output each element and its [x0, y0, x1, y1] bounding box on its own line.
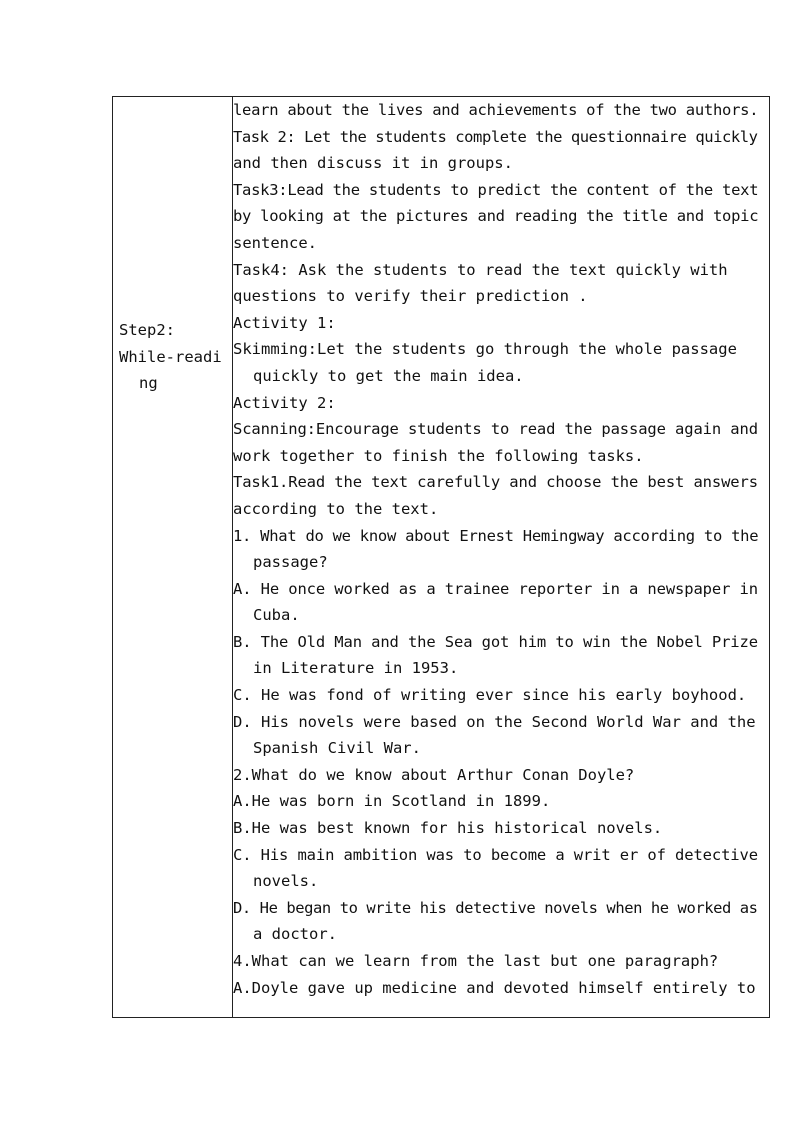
- text-line: Task1.Read the text carefully and choose the best answers: [233, 473, 758, 492]
- text-line: A. He once worked as a trainee reporter in a newspaper in: [233, 579, 758, 598]
- text-line: C. His main ambition was to become a writ er of detective: [233, 845, 758, 864]
- text-line: Task 2: Let the students complete the questionnaire quickly: [233, 127, 758, 146]
- text-line: Scanning:Encourage students to read the passage again and: [233, 420, 758, 439]
- text-line: A.Doyle gave up medicine and devoted himself entirely to: [233, 978, 756, 997]
- step-label-line: While-readi: [119, 347, 222, 366]
- text-line: by looking at the pictures and reading the title and topic: [233, 207, 759, 226]
- text-line: B. The Old Man and the Sea got him to win the Nobel Prize: [233, 632, 758, 651]
- text-line: quickly to get the main idea.: [253, 366, 524, 385]
- step-label-line: ng: [139, 374, 158, 393]
- table-row: [113, 97, 770, 1018]
- step-cell: [113, 97, 233, 1018]
- text-line: according to the text.: [233, 499, 439, 518]
- text-line: 4.What can we learn from the last but one paragraph?: [233, 952, 719, 970]
- text-line: work together to finish the following tasks.: [233, 446, 644, 465]
- text-line: novels.: [253, 872, 319, 891]
- text-line: and then discuss it in groups.: [233, 154, 513, 173]
- text-line: Task3:Lead the students to predict the content of the text: [233, 180, 759, 199]
- text-line: sentence.: [233, 233, 317, 252]
- text-line: Spanish Civil War.: [253, 739, 421, 758]
- text-line: a doctor.: [253, 925, 337, 944]
- text-line: Cuba.: [253, 606, 300, 625]
- content-cell: [233, 97, 770, 1018]
- text-line: learn about the lives and achievements of the two authors.: [233, 101, 759, 119]
- text-line: passage?: [253, 553, 328, 572]
- text-line: questions to verify their prediction .: [233, 287, 588, 306]
- text-line: Activity 1:: [233, 313, 336, 332]
- text-line: in Literature in 1953.: [253, 659, 459, 678]
- text-line: Skimming:Let the students go through the whole passage: [233, 340, 737, 359]
- text-line: A.He was born in Scotland in 1899.: [233, 792, 551, 811]
- text-line: D. His novels were based on the Second World War and the: [233, 712, 756, 731]
- text-line: Task4: Ask the students to read the text quickly with: [233, 260, 728, 279]
- text-line: 2.What do we know about Arthur Conan Doyle?: [233, 765, 635, 784]
- text-line: B.He was best known for his historical novels.: [233, 819, 663, 838]
- text-line: 1. What do we know about Ernest Hemingway according to the: [233, 526, 759, 545]
- step-label-line: Step2:: [119, 321, 175, 339]
- text-line: Activity 2:: [233, 393, 336, 412]
- text-line: C. He was fond of writing ever since his early boyhood.: [233, 686, 747, 705]
- lesson-plan-table: [112, 96, 770, 1018]
- step-label: [113, 317, 232, 397]
- text-line: D. He began to write his detective novels when he worked as: [233, 898, 758, 917]
